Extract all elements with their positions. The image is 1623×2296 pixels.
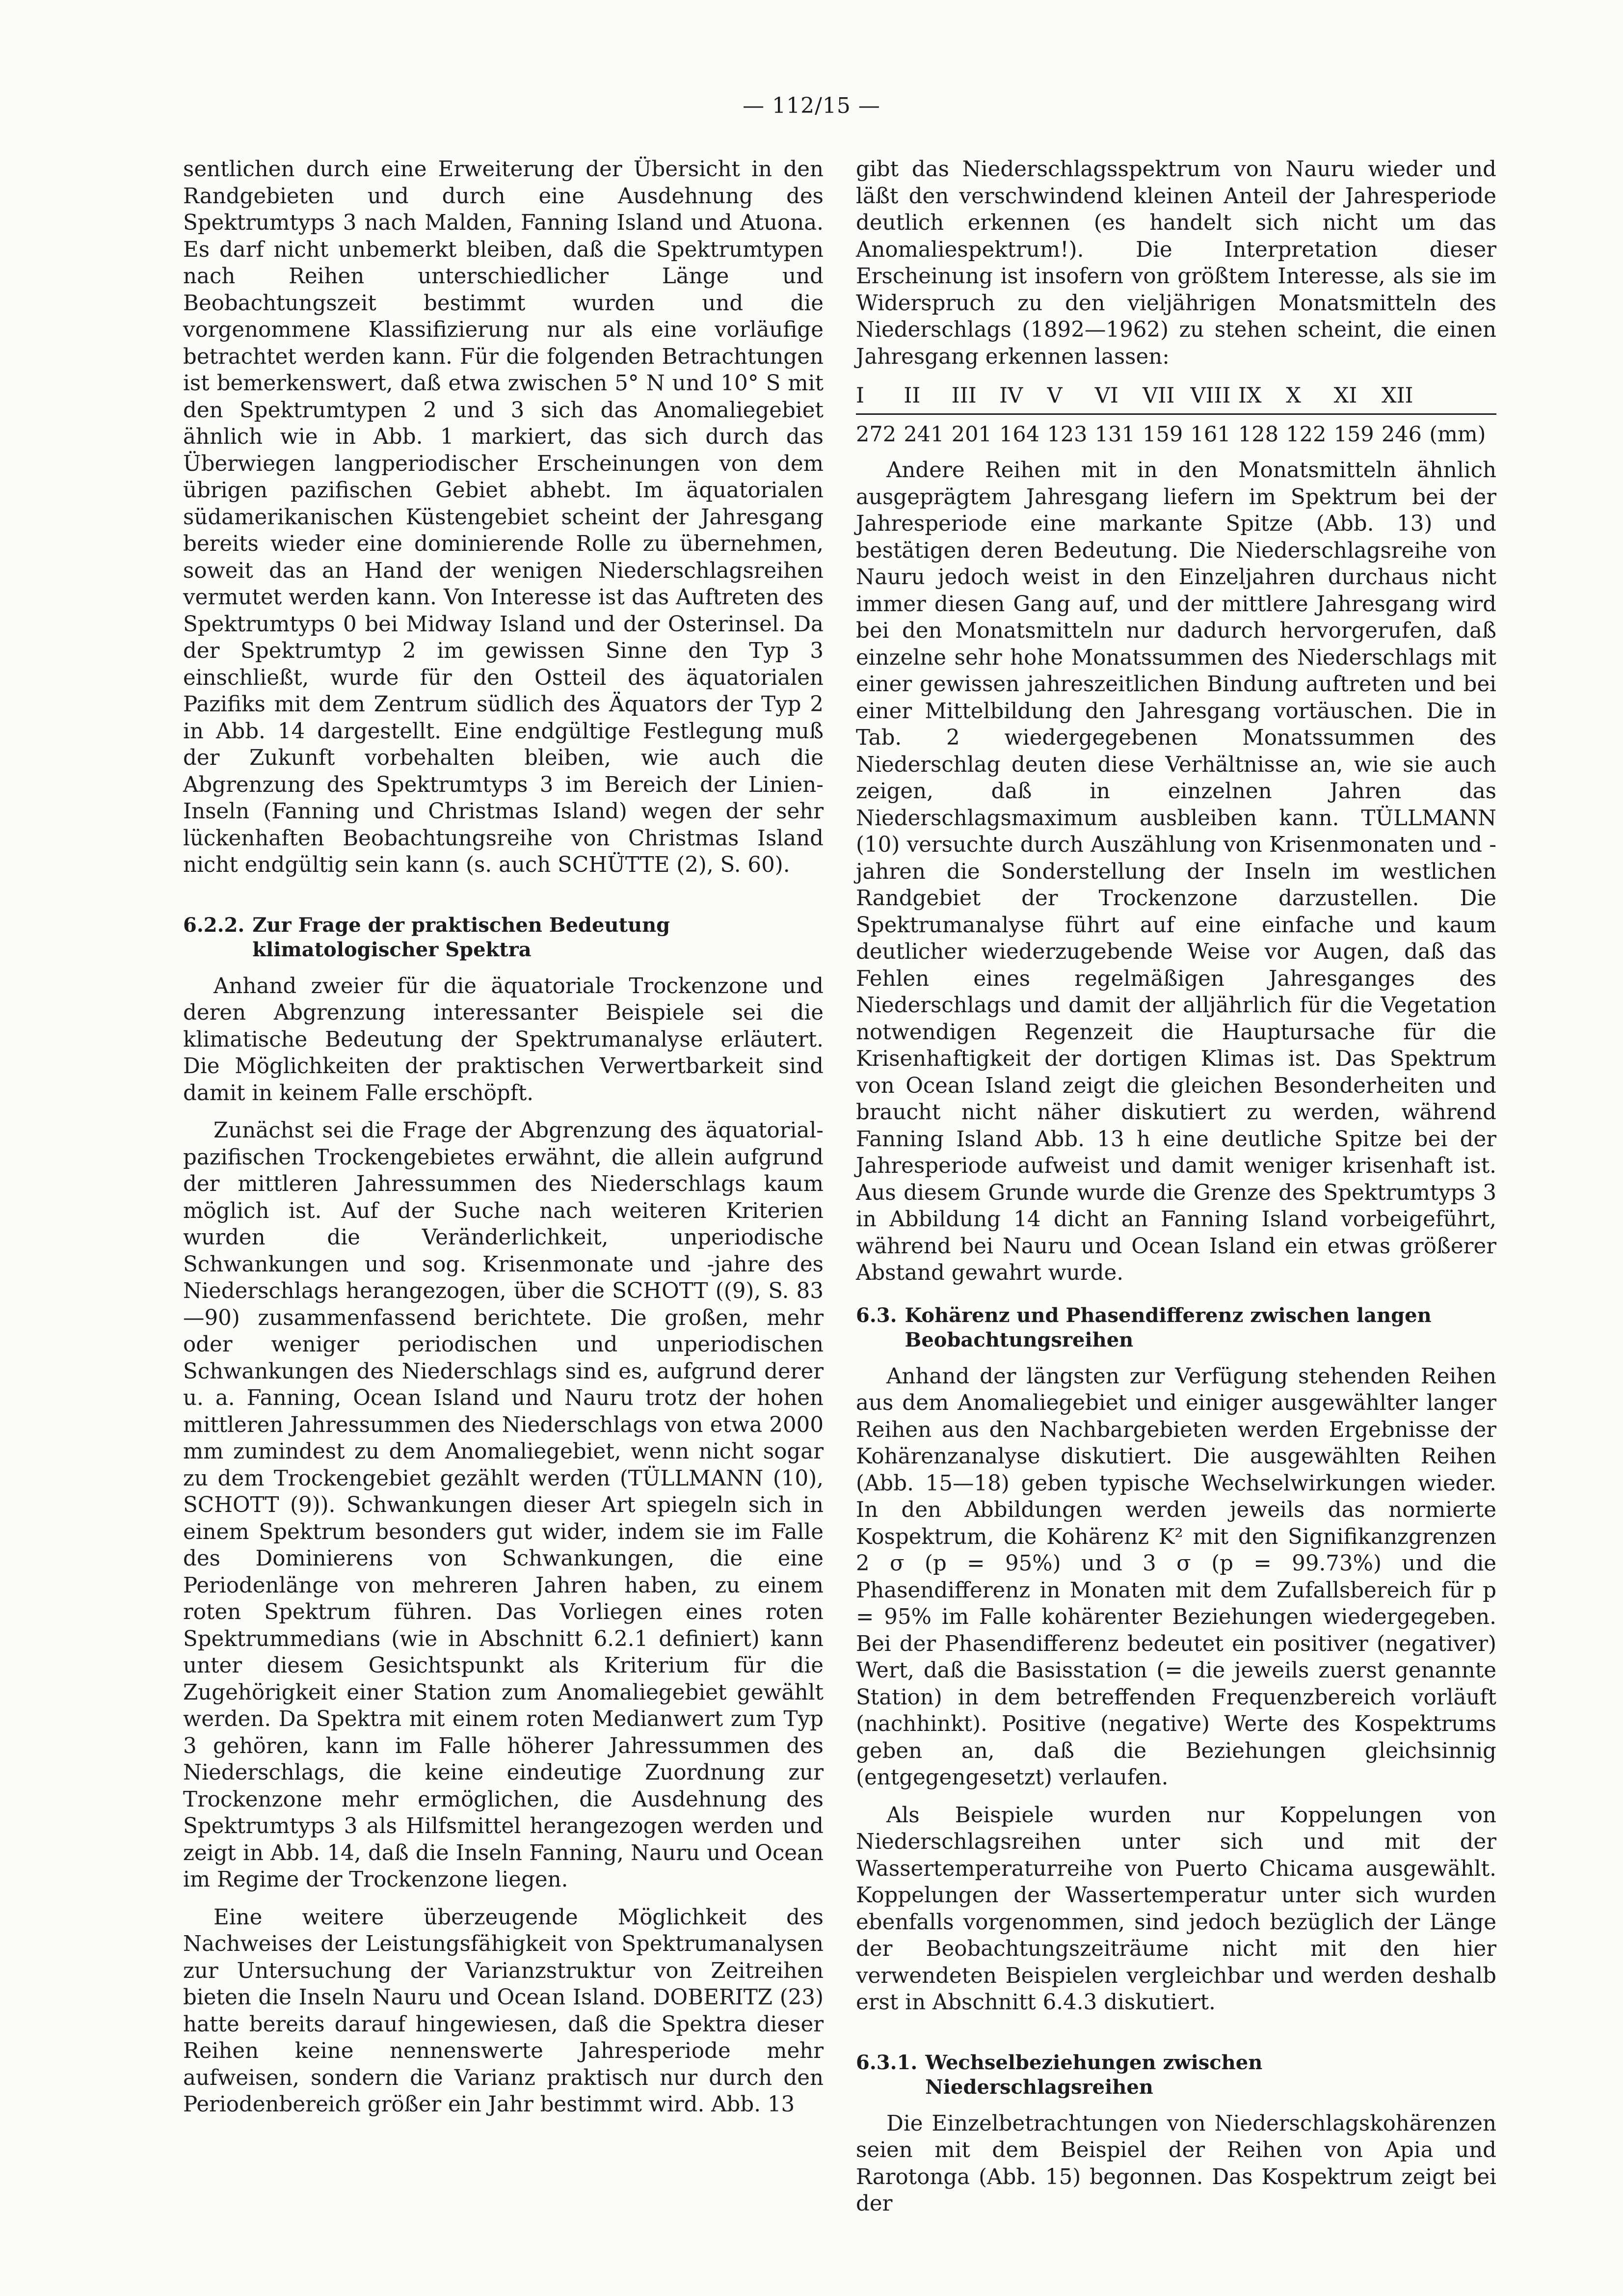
section-title: Wechselbeziehungen zwischen Niederschlagsreihen xyxy=(925,2051,1263,2099)
month-header: V xyxy=(1047,380,1094,414)
table-cell: 159 xyxy=(1143,422,1183,447)
month-header: III xyxy=(952,380,999,414)
month-header: XII xyxy=(1382,380,1429,414)
page-number: — 112/15 — xyxy=(743,93,880,118)
table-row xyxy=(856,414,1496,450)
section-number: 6.2.2. xyxy=(183,913,245,937)
table-header-row xyxy=(856,380,1496,414)
table-cell: 128 xyxy=(1238,422,1278,447)
month-header: II xyxy=(904,380,951,414)
unit-label: (mm) xyxy=(1429,422,1486,447)
table-cell: 246 xyxy=(1381,422,1422,447)
unit-header-spacer xyxy=(1429,380,1496,414)
paragraph: Anhand zweier für die äquatoriale Trockenzone und deren Abgrenzung interessanter Beispiele sei die klimatische Bedeutung der Spektrumanalyse erläutert. Die Möglichkeiten der praktischen Verwertbarkeit sind damit in keinem Falle erschöpft. xyxy=(183,973,824,1106)
month-header: IX xyxy=(1238,380,1286,414)
table-cell: 123 xyxy=(1047,422,1088,447)
table-cell: 159 xyxy=(1333,422,1374,447)
section-number: 6.3.1. xyxy=(856,2051,918,2074)
month-header: VII xyxy=(1143,380,1190,414)
section-heading-6-3-1 xyxy=(856,2051,1496,2100)
left-column xyxy=(183,156,824,2118)
paragraph: sentlichen durch eine Erweiterung der Übersicht in den Randgebieten und durch eine Ausdehnung des Spektrumtyps 3 nach Malden, Fanning Island und Atuona. Es darf nicht unbemerkt bleiben, daß die Spektrumtypen nach Reihen unterschiedlicher Länge und Beobachtungszeit bestimmt wurden und die vorgenommene Klassifizierung nur als eine vorläufige betrachtet werden kann. Für die folgenden Betrachtungen ist bemerkenswert, daß etwa zwischen 5° N und 10° S mit den Spektrumtypen 2 und 3 sich das Anomaliegebiet ähnlich wie in Abb. 1 markiert, das sich durch das Überwiegen langperiodischer Erscheinungen von dem übrigen pazifischen Gebiet abhebt. Im äquatorialen südamerikanischen Küstengebiet scheint der Jahresgang bereits wieder eine dominierende Rolle zu übernehmen, soweit das an Hand der wenigen Niederschlagsreihen vermutet werden kann. Von Interesse ist das Auftreten des Spektrumtyps 0 bei Midway Island und der Osterinsel. Da der Spektrumtyp 2 im gewissen Sinne den Typ 3 einschließt, wurde für den Ostteil des äquatorialen Pazifiks mit dem Zentrum südlich des Äquators der Typ 2 in Abb. 14 dargestellt. Eine endgültige Festlegung muß der Zukunft vorbehalten bleiben, wie auch die Abgrenzung des Spektrumtyps 3 im Bereich der Linien-Inseln (Fanning und Christmas Island) wegen der sehr lückenhaften Beobachtungsreihe von Christmas Island nicht endgültig sein kann (s. auch SCHÜTTE (2), S. 60). xyxy=(183,157,824,877)
month-header: XI xyxy=(1334,380,1382,414)
month-header: IV xyxy=(999,380,1047,414)
paragraph: gibt das Niederschlagsspektrum von Nauru wieder und läßt den verschwindend kleinen Anteil der Jahresperiode deutlich erkennen (es handelt sich nicht um das Anomaliespektrum!). Die Interpretation dieser Erscheinung ist insofern von größtem Interesse, als sie im Widerspruch zu den vieljährigen Monatsmitteln des Niederschlags (1892—1962) zu stehen scheint, die einen Jahresgang erkennen lassen: xyxy=(856,157,1496,369)
table-cell: 161 xyxy=(1190,422,1231,447)
section-number: 6.3. xyxy=(856,1303,897,1327)
month-header: VI xyxy=(1095,380,1143,414)
right-column xyxy=(856,156,1496,2217)
paragraph: Die Einzelbetrachtungen von Niederschlagskohärenzen seien mit dem Beispiel der Reihen von Apia und Rarotonga (Abb. 15) begonnen. Das Kospektrum zeigt bei der xyxy=(856,2111,1496,2216)
paragraph: Zunächst sei die Frage der Abgrenzung des äquatorial-pazifischen Trockengebietes erwähnt, die allein aufgrund der mittleren Jahressummen des Niederschlags kaum möglich ist. Auf der Suche nach weiteren Kriterien wurden die Veränderlichkeit, unperiodische Schwankungen und sog. Krisenmonate und -jahre des Niederschlags herangezogen, über die SCHOTT ((9), S. 83—90) zusammenfassend berichtete. Die großen, mehr oder weniger periodischen und unperiodischen Schwankungen des Niederschlags sind es, aufgrund derer u. a. Fanning, Ocean Island und Nauru trotz der hohen mittleren Jahressummen des Niederschlags von etwa 2000 mm zumindest zu dem Anomaliegebiet, wenn nicht sogar zu dem Trockengebiet gezählt werden (TÜLLMANN (10), SCHOTT (9)). Schwankungen dieser Art spiegeln sich in einem Spektrum besonders gut wider, indem sie im Falle des Dominierens von Schwankungen, die eine Periodenlänge von mehreren Jahren haben, zu einem roten Spektrum führen. Das Vorliegen eines roten Spektrummedians (wie in Abschnitt 6.2.1 definiert) kann unter diesem Gesichtspunkt als Kriterium für die Zugehörigkeit einer Station zum Anomaliegebiet gewählt werden. Da Spektra mit einem roten Medianwert zum Typ 3 gehören, kann im Falle höherer Jahressummen des Niederschlags, die keine eindeutige Zuordnung zur Trockenzone mehr ermöglichen, die Ausdehnung des Spektrumtyps 3 als Hilfsmittel herangezogen werden und zeigt in Abb. 14, daß die Inseln Fanning, Nauru und Ocean im Regime der Trockenzone liegen. xyxy=(183,1118,824,1892)
section-heading-6-3 xyxy=(856,1303,1496,1352)
table-cell: 164 xyxy=(999,422,1040,447)
table-cell: 272 xyxy=(856,422,897,447)
section-title: Zur Frage der praktischen Bedeutung klimatologischer Spektra xyxy=(252,913,670,961)
monthly-precipitation-table xyxy=(856,380,1496,449)
section-heading-6-2-2 xyxy=(183,913,824,962)
table-cell: 201 xyxy=(951,422,992,447)
month-header: I xyxy=(856,380,904,414)
paragraph: Eine weitere überzeugende Möglichkeit des Nachweises der Leistungsfähigkeit von Spektrumanalysen zur Untersuchung der Varianzstruktur von Zeitreihen bieten die Inseln Nauru und Ocean Island. DOBERITZ (23) hatte bereits darauf hingewiesen, daß die Spektra dieser Reihen keine nennenswerte Jahresperiode mehr aufweisen, sondern die Varianz praktisch nur durch den Periodenbereich größer ein Jahr bestimmt wird. Abb. 13 xyxy=(183,1905,824,2117)
table-cell: 131 xyxy=(1094,422,1135,447)
month-header: X xyxy=(1286,380,1333,414)
paragraph: Andere Reihen mit in den Monatsmitteln ähnlich ausgeprägtem Jahresgang liefern im Spektrum bei der Jahresperiode eine markante Spitze (Abb. 13) und bestätigen deren Bedeutung. Die Niederschlagsreihe von Nauru jedoch weist in den Einzeljahren durchaus nicht immer diesen Gang auf, und der mittlere Jahresgang wird bei den Monatsmitteln nur dadurch hervorgerufen, daß einzelne sehr hohe Monatssummen des Niederschlags mit einer gewissen jahreszeitlichen Bindung auftreten und bei einer Mittelbildung den Jahresgang vortäuschen. Die in Tab. 2 wiedergegebenen Monatssummen des Niederschlag deuten diese Verhältnisse an, wie sie auch zeigen, daß in einzelnen Jahren das Niederschlagsmaximum ausbleiben kann. TÜLLMANN (10) versuchte durch Auszählung von Krisenmonaten und -jahren die Sonderstellung der Inseln im westlichen Randgebiet der Trockenzone darzustellen. Die Spektrumanalyse führt auf eine einfache und kaum deutlicher wiederzugebende Weise vor Augen, daß das Fehlen eines regelmäßigen Jahresganges des Niederschlags und damit der alljährlich für die Vegetation notwendigen Regenzeit die Hauptursache für die Krisenhaftigkeit der dortigen Klimas ist. Das Spektrum von Ocean Island zeigt die gleichen Besonderheiten und braucht nicht näher diskutiert zu werden, während Fanning Island Abb. 13 h eine deutliche Spitze bei der Jahresperiode aufweist und damit weniger krisenhaft ist. Aus diesem Grunde wurde die Grenze des Spektrumtyps 3 in Abbildung 14 dicht an Fanning Island vorbeigeführt, während bei Nauru und Ocean Island ein etwas größerer Abstand gewahrt wurde. xyxy=(856,458,1496,1285)
month-header: VIII xyxy=(1191,380,1238,414)
section-title: Kohärenz und Phasendifferenz zwischen langen Beobachtungsreihen xyxy=(905,1303,1432,1351)
paragraph: Anhand der längsten zur Verfügung stehenden Reihen aus dem Anomaliegebiet und einiger ausgewählter langer Reihen aus den Nachbargebieten werden Ergebnisse der Kohärenzanalyse diskutiert. Die ausgewählten Reihen (Abb. 15—18) geben typische Wechselwirkungen wieder. In den Abbildungen werden jeweils das normierte Kospektrum, die Kohärenz K² mit den Signifikanzgrenzen 2 σ (p = 95%) und 3 σ (p = 99.73%) und die Phasendifferenz in Monaten mit dem Zufallsbereich für p = 95% im Falle kohärenter Beziehungen wiedergegeben. Bei der Phasendifferenz bedeutet ein positiver (negativer) Wert, daß die Basisstation (= die jeweils zuerst genannte Station) in dem betreffenden Frequenzbereich vorläuft (nachhinkt). Positive (negative) Werte des Kospektrums geben an, daß die Beziehungen gleichsinnig (entgegengesetzt) verlaufen. xyxy=(856,1364,1496,1790)
paragraph: Als Beispiele wurden nur Koppelungen von Niederschlagsreihen unter sich und mit der Wassertemperaturreihe von Puerto Chicama ausgewählt. Koppelungen der Wassertemperatur unter sich wurden ebenfalls vorgenommen, sind jedoch bezüglich der Länge der Beobachtungszeiträume nicht mit den hier verwendeten Beispielen vergleichbar und werden deshalb erst in Abschnitt 6.4.3 diskutiert. xyxy=(856,1803,1496,2015)
table-cell: 241 xyxy=(904,422,944,447)
table-cell: 122 xyxy=(1286,422,1327,447)
